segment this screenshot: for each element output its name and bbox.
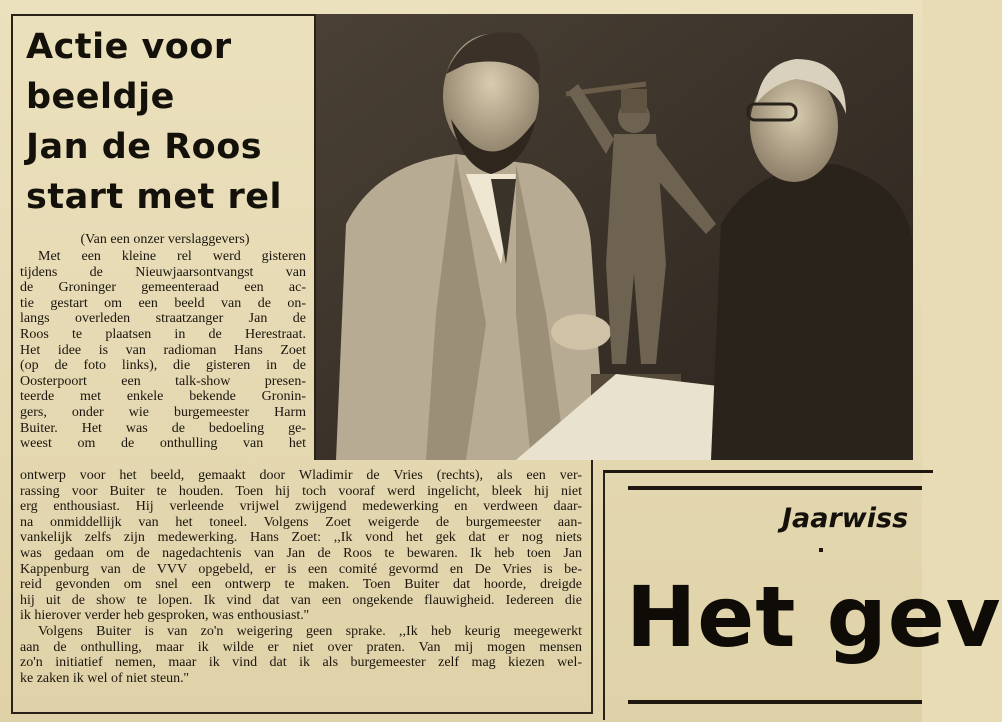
body-line: hij uit de show te lopen. Ik vind dat van een ongekende flauwigheid. Iedereen die <box>20 592 582 608</box>
news-photo <box>314 14 913 460</box>
body-line: gers, onder wie burgemeester Harm <box>20 404 306 420</box>
body-line: teerde met enkele bekende Gronin- <box>20 389 306 405</box>
side-article-rule <box>628 486 922 490</box>
body-line: zo'n initiatief nemen, maar ik vind dat ik als burgemeester zelf mag kiezen wel- <box>20 655 582 671</box>
article-body-wide <box>20 468 582 686</box>
article-body-column <box>20 249 306 452</box>
side-article-bottom-rule <box>628 700 922 704</box>
body-line: ik hierover verder heb gesproken, was enthousiast.'' <box>20 608 309 624</box>
body-line: vankelijk zelfs zijn medewerking. Hans Zoet: ,,Ik vond het gek dat er nog niets <box>20 530 582 546</box>
body-line: was gedaan om de nagedachtenis van Jan de Roos te bewaren. Ik heb toen Jan <box>20 545 582 561</box>
body-line: de Groninger gemeenteraad een ac- <box>20 280 306 296</box>
body-line: (op de foto links), die gisteren in de <box>20 358 306 374</box>
body-line: ke zaken ik wel of niet steun.'' <box>20 670 189 686</box>
body-line: Oosterpoort een talk-show presen- <box>20 373 306 389</box>
divider-mark <box>819 548 823 552</box>
body-line: rassing voor Buiter te houden. Toen hij toch vooraf werd ingelicht, bleek hij niet <box>20 483 582 499</box>
headline-line: Jan de Roos <box>26 127 263 167</box>
side-article-kicker: Jaarwiss <box>782 503 909 534</box>
headline-line: start met rel <box>26 177 282 217</box>
body-line: Kappenburg van de VVV opgebeld, er is een comité gevormd en De Vries is be- <box>20 561 582 577</box>
body-line: Roos te plaatsen in de Herestraat. <box>20 326 306 342</box>
headline-line: beeldje <box>26 77 175 117</box>
body-line: ontwerp voor het beeld, gemaakt door Wladimir de Vries (rechts), als een ver- <box>20 468 582 483</box>
side-article-headline: Het gev <box>626 568 1002 666</box>
body-line: tijdens de Nieuwjaarsontvangst van <box>20 264 306 280</box>
body-line: erg enthousiast. Hij verleende vrijwel zwijgend medewerking en verdween daar- <box>20 499 582 515</box>
body-line: Buiter. Het was de bedoeling ge- <box>20 420 306 436</box>
body-line: reid gevonden om snel een ontwerp te maken. Toen Buiter dat hoorde, dreigde <box>20 577 582 593</box>
article-byline: (Van een onzer verslaggevers) <box>80 232 250 247</box>
body-line: langs overleden straatzanger Jan de <box>20 311 306 327</box>
body-line: Met een kleine rel werd gisteren <box>38 249 306 264</box>
body-line: tie gestart om een beeld van de on- <box>20 295 306 311</box>
body-line: Het idee is van radioman Hans Zoet <box>20 342 306 358</box>
body-line: aan de onthulling, maar ik wilde er niet over praten. Van mij mogen mensen <box>20 639 582 655</box>
body-line: na onmiddellijk van het toneel. Volgens Zoet weigerde de burgemeester aan- <box>20 514 582 530</box>
headline-line: Actie voor <box>26 27 232 67</box>
article-headline <box>26 22 306 222</box>
body-line: Volgens Buiter is van zo'n weigering geen sprake. ,,Ik heb keurig meegewerkt <box>38 623 582 639</box>
photo-illustration <box>316 14 913 460</box>
body-line: weest om de onthulling van het <box>20 436 306 452</box>
